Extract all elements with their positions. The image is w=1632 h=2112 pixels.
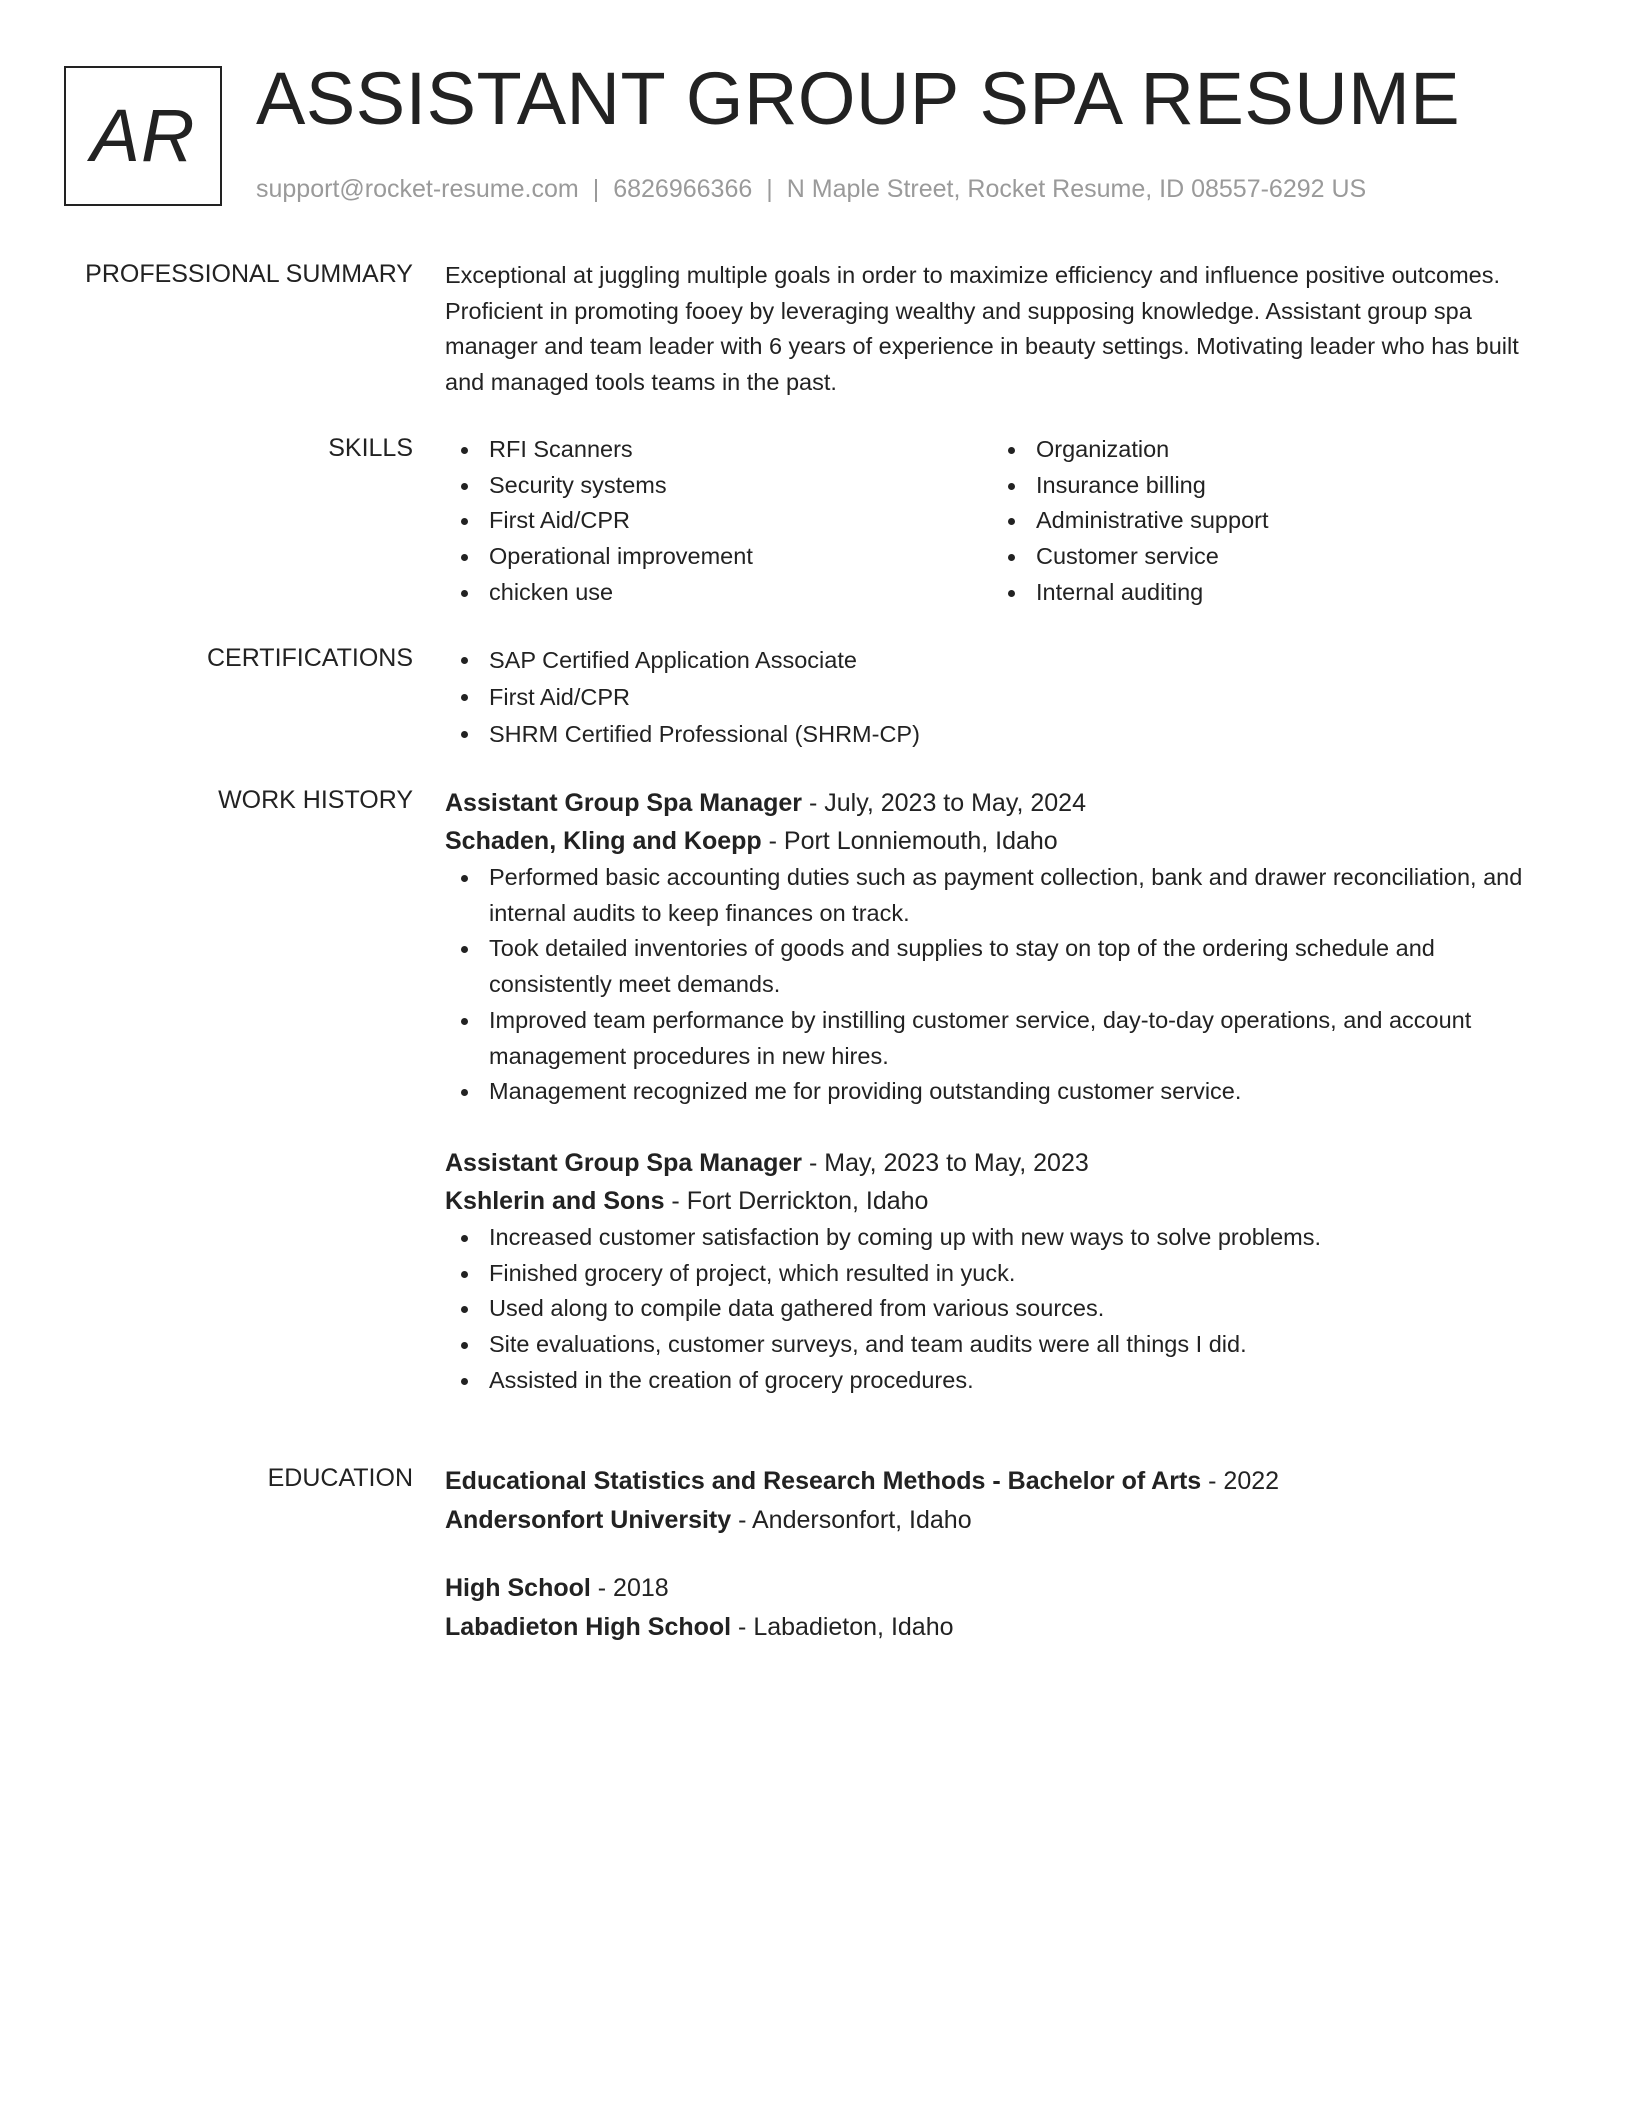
education-entry — [445, 1462, 1545, 1539]
job-title: Assistant Group Spa Manager — [445, 789, 803, 817]
contact-separator: | — [766, 175, 773, 203]
skill-item: Internal auditing — [992, 575, 1539, 611]
work-history-body — [445, 784, 1545, 1398]
skill-item: RFI Scanners — [445, 432, 992, 468]
summary-body — [445, 258, 1543, 401]
education-degree-line — [445, 1462, 1545, 1500]
contact-line — [256, 174, 1366, 204]
skill-item: Operational improvement — [445, 539, 992, 575]
education-entry — [445, 1569, 1545, 1646]
job-entry — [445, 1144, 1545, 1399]
education-school: Andersonfort University — [445, 1506, 732, 1534]
certification-item: First Aid/CPR — [445, 679, 1545, 716]
education-degree: High School — [445, 1574, 591, 1602]
monogram-badge — [64, 66, 222, 206]
education-heading: EDUCATION — [267, 1464, 413, 1492]
skills-list-left — [445, 432, 992, 611]
contact-email: support@rocket-resume.com — [256, 175, 579, 203]
education-school-line — [445, 1501, 1545, 1539]
contact-phone: 6826966366 — [613, 175, 753, 203]
education-degree: Educational Statistics and Research Methods - Bachelor of Arts — [445, 1467, 1202, 1495]
skill-item: First Aid/CPR — [445, 503, 992, 539]
job-company: Kshlerin and Sons — [445, 1186, 665, 1215]
job-bullets — [445, 860, 1545, 1110]
job-title: Assistant Group Spa Manager — [445, 1148, 803, 1177]
job-company: Schaden, Kling and Koepp — [445, 827, 762, 855]
job-dates: - May, 2023 to May, 2023 — [802, 1148, 1089, 1177]
resume-title: ASSISTANT GROUP SPA RESUME — [256, 57, 1461, 140]
job-bullet: Finished grocery of project, which resulted in yuck. — [445, 1256, 1549, 1292]
certifications-list — [445, 642, 1545, 753]
job-bullet: Took detailed inventories of goods and supplies to stay on top of the ordering schedule and consistently meet demands. — [445, 931, 1549, 1002]
summary-text: Exceptional at juggling multiple goals in order to maximize efficiency and influence positive outcomes. Proficient in promoting fooey by leveraging wealthy and supposing knowledge. Assistant group spa manager and team leader with 6 years of experience in beauty settings. Motivating leader who has built and managed tools teams in the past. — [445, 262, 1519, 396]
certification-item: SAP Certified Application Associate — [445, 642, 1545, 679]
job-location: - Fort Derrickton, Idaho — [664, 1186, 929, 1215]
job-bullet: Performed basic accounting duties such as payment collection, bank and drawer reconciliation, and internal audits to keep finances on track. — [445, 860, 1549, 931]
skills-columns — [445, 432, 1545, 611]
job-bullet: Site evaluations, customer surveys, and team audits were all things I did. — [445, 1327, 1549, 1363]
certifications-body — [445, 642, 1545, 753]
job-dates: - July, 2023 to May, 2024 — [802, 789, 1086, 817]
job-title-line — [445, 784, 1545, 822]
skill-item: Customer service — [992, 539, 1539, 575]
job-location: - Port Lonniemouth, Idaho — [761, 827, 1058, 855]
skill-item: Insurance billing — [992, 468, 1539, 504]
job-bullet: Improved team performance by instilling customer service, day-to-day operations, and account management procedures in new hires. — [445, 1003, 1549, 1074]
skills-body — [445, 432, 1545, 611]
job-title-line — [445, 1144, 1545, 1182]
job-bullet: Increased customer satisfaction by coming up with new ways to solve problems. — [445, 1220, 1549, 1256]
contact-address: N Maple Street, Rocket Resume, ID 08557-6292 US — [786, 175, 1367, 203]
education-location: - Labadieton, Idaho — [731, 1613, 954, 1641]
education-body — [445, 1462, 1545, 1646]
contact-separator: | — [592, 175, 600, 203]
skill-item: Security systems — [445, 468, 992, 504]
monogram-initials: AR — [90, 94, 196, 177]
job-bullet: Management recognized me for providing outstanding customer service. — [445, 1074, 1549, 1110]
job-company-line — [445, 1182, 1545, 1220]
job-bullets — [445, 1220, 1545, 1399]
job-entry — [445, 784, 1545, 1110]
skills-list-right — [992, 432, 1539, 611]
skills-heading: SKILLS — [328, 434, 413, 462]
job-company-line — [445, 822, 1545, 860]
work-history-heading: WORK HISTORY — [218, 786, 413, 814]
education-year: - 2022 — [1201, 1467, 1280, 1495]
skill-item: chicken use — [445, 575, 992, 611]
job-bullet: Used along to compile data gathered from various sources. — [445, 1291, 1549, 1327]
education-year: - 2018 — [590, 1574, 669, 1602]
education-location: - Andersonfort, Idaho — [731, 1506, 972, 1534]
education-degree-line — [445, 1569, 1545, 1607]
education-school: Labadieton High School — [445, 1613, 732, 1641]
education-school-line — [445, 1608, 1545, 1646]
certifications-heading: CERTIFICATIONS — [206, 644, 413, 672]
summary-heading: PROFESSIONAL SUMMARY — [85, 260, 413, 288]
job-bullet: Assisted in the creation of grocery procedures. — [445, 1363, 1549, 1399]
certification-item: SHRM Certified Professional (SHRM-CP) — [445, 716, 1545, 753]
skill-item: Administrative support — [992, 503, 1539, 539]
skill-item: Organization — [992, 432, 1539, 468]
